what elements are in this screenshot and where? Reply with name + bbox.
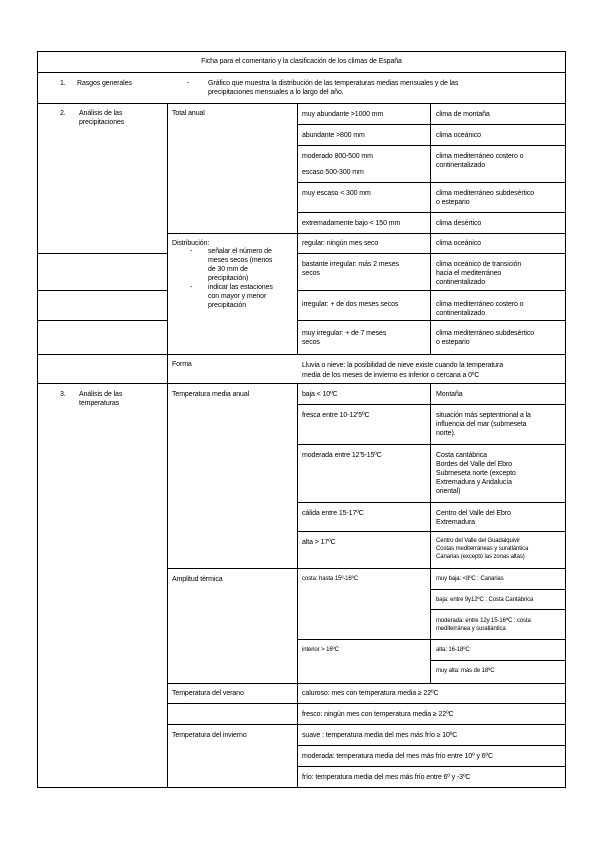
row-line	[297, 444, 566, 445]
cell-text: clima mediterráneo costero o	[436, 301, 524, 308]
bullet-text: precipitación	[208, 302, 246, 309]
cell-text: moderada: entre 12y 15-16ºC : costa	[436, 618, 531, 624]
row-line	[297, 145, 566, 146]
cell-text: interior > 16ºC	[302, 647, 339, 653]
row-line	[297, 531, 566, 532]
cell-text: cálida entre 15-17ºC	[302, 510, 364, 517]
cell-text: baja < 10ºC	[302, 391, 338, 398]
cell-text: extremadamente bajo < 150 mm	[302, 220, 401, 227]
cell-text: moderada entre 12'5-15ºC	[302, 452, 382, 459]
section-number: 3.	[60, 391, 66, 398]
cell-text: hacia el mediterráneo	[436, 270, 502, 277]
row-label: Total anual	[172, 110, 205, 117]
cell-text: continentalizado	[436, 162, 485, 169]
cell-text: suave : temperatura media del mes más frío ≥ 10ºC	[302, 732, 458, 739]
row-line-s2	[37, 383, 566, 384]
row-line	[297, 212, 566, 213]
dash-bullet: -	[190, 248, 193, 255]
cell-text: Costa cantábrica	[436, 452, 487, 459]
cell-text: Montaña	[436, 391, 463, 398]
row-line-title	[37, 72, 566, 73]
cell-text: influencia del mar (submeseta	[436, 421, 527, 428]
row-line	[37, 253, 168, 254]
cell-text: alta > 17ºC	[302, 539, 336, 546]
bullet-text: indicar las estaciones	[208, 284, 273, 291]
cell-text: fresco: ningún mes con temperatura media ≥ 22ºC	[302, 711, 454, 718]
row-label: Distribución:	[172, 240, 210, 247]
row-line	[297, 182, 566, 183]
bullet-text: precipitación)	[208, 275, 249, 282]
section-text: Gráfico que muestra la distribución de las temperaturas medias mensuales y de las	[208, 80, 459, 87]
cell-text: secos	[302, 270, 320, 277]
row-label: Forma	[172, 361, 192, 368]
cell-text: escaso 500-300 mm	[302, 169, 364, 176]
section-label: precipitaciones	[79, 119, 125, 126]
section-number: 2.	[60, 110, 66, 117]
row-line	[297, 766, 566, 767]
section-label: Análisis de las	[79, 110, 123, 117]
bullet-text: de 30 mm de	[208, 266, 248, 273]
cell-text: Bordes del Valle del Ebro	[436, 461, 512, 468]
row-line	[297, 320, 566, 321]
cell-text: muy irregular: + de 7 meses	[302, 330, 387, 337]
cell-text: muy escaso < 300 mm	[302, 190, 371, 197]
cell-text: clima de montaña	[436, 111, 490, 118]
cell-text: Canarias (excepto las zonas altas)	[436, 554, 525, 560]
cell-text: o estepario	[436, 339, 470, 346]
cell-text: media de los meses de invierno es inferior o cercana a 0ºC	[302, 372, 480, 379]
row-line	[37, 290, 168, 291]
row-line	[297, 404, 566, 405]
cell-text: fresca entre 10-12'5ºC	[302, 412, 370, 419]
bullet-text: señalar el número de	[208, 248, 272, 255]
section-label: Análisis de las	[79, 391, 123, 398]
cell-text: abundante >800 mm	[302, 132, 365, 139]
row-line	[297, 745, 566, 746]
dash-bullet: -	[190, 284, 193, 291]
section-number: 1.	[60, 80, 66, 87]
table-border-left	[37, 51, 38, 788]
cell-text: clima oceánico	[436, 132, 481, 139]
cell-text: muy abundante >1000 mm	[302, 111, 384, 118]
bullet-text: meses secos (menos	[208, 257, 273, 264]
row-line	[167, 683, 566, 684]
row-label: Temperatura del invierno	[172, 732, 247, 739]
cell-text: Extremadura y Andalucía	[436, 479, 512, 486]
cell-text: moderado 800-500 mm	[302, 153, 373, 160]
row-label: Amplitud térmica	[172, 576, 223, 583]
cell-text: clima mediterráneo subdesértico	[436, 190, 535, 197]
row-line	[167, 568, 566, 569]
cell-text: o estepario	[436, 199, 470, 206]
cell-text: norte).	[436, 430, 456, 437]
cell-text: Costas mediterráneas y suratlántica	[436, 546, 529, 552]
page-title: Ficha para el comentario y la clasificación de los climas de España	[201, 58, 402, 65]
row-label: Temperatura media anual	[172, 391, 250, 398]
row-label: Temperatura del verano	[172, 690, 244, 697]
cell-text: Lluvia o nieve: la posibilidad de nieve existe cuando la temperatura	[302, 362, 503, 369]
cell-text: continentalizado	[436, 310, 485, 317]
row-line-s1	[37, 103, 566, 104]
cell-text: muy alta: más de 18ºC	[436, 668, 495, 674]
cell-text: muy baja: <8ºC : Canarias	[436, 576, 504, 582]
row-line	[430, 660, 566, 661]
cell-text: regular: ningún mes seco	[302, 240, 379, 247]
section-label: temperaturas	[79, 400, 120, 407]
row-line	[297, 124, 566, 125]
row-line	[37, 354, 566, 355]
cell-text: mediterránea y suratlántica	[436, 626, 506, 632]
cell-text: secos	[302, 339, 320, 346]
row-line	[297, 290, 566, 291]
cell-text: situación más septentrional a la	[436, 412, 531, 419]
row-line	[430, 589, 566, 590]
dash-bullet: -	[187, 80, 190, 87]
col-divider-1	[167, 103, 168, 788]
cell-text: moderada: temperatura media del mes más frío entre 10º y 6ºC	[302, 753, 493, 760]
col-divider-2a	[297, 103, 298, 354]
cell-text: clima oceánico de transición	[436, 261, 522, 268]
cell-text: Centro del Valle del Guadalquivir	[436, 538, 520, 544]
row-line	[167, 703, 566, 704]
cell-text: clima desértico	[436, 220, 482, 227]
col-divider-3a	[430, 103, 431, 354]
cell-text: frío: temperatura media del mes más frío entre 6º y -3ºC	[302, 774, 471, 781]
cell-text: clima mediterráneo costero o	[436, 153, 524, 160]
row-line	[297, 502, 566, 503]
cell-text: oriental)	[436, 488, 461, 495]
cell-text: Extremadura	[436, 519, 475, 526]
cell-text: Submeseta norte (excepto	[436, 470, 516, 477]
row-line	[297, 253, 566, 254]
cell-text: costa: hasta 15º-16ºC	[302, 576, 358, 582]
row-line	[37, 320, 168, 321]
cell-text: Centro del Valle del Ebro	[436, 510, 511, 517]
row-line	[167, 233, 566, 234]
cell-text: irregular: + de dos meses secos	[302, 301, 399, 308]
cell-text: caluroso: mes con temperatura media ≥ 22ºC	[302, 690, 439, 697]
cell-text: alta: 16-18ºC	[436, 647, 470, 653]
row-line-bottom	[37, 787, 566, 788]
cell-text: bastante irregular: más 2 meses	[302, 261, 399, 268]
section-label: Rasgos generales	[77, 80, 132, 87]
section-text: precipitaciones mensuales a lo largo del año.	[208, 89, 344, 96]
cell-text: clima oceánico	[436, 240, 481, 247]
row-line-top	[37, 51, 566, 52]
row-line	[167, 724, 566, 725]
bullet-text: con mayor y menor	[208, 293, 267, 300]
cell-text: clima mediterráneo subdesértico	[436, 330, 535, 337]
cell-text: continentalizado	[436, 279, 485, 286]
cell-text: baja: entre 9y12ºC : Costa Cantábrica	[436, 597, 534, 603]
row-line	[297, 639, 566, 640]
row-line	[430, 609, 566, 610]
table-border-right	[565, 51, 566, 788]
